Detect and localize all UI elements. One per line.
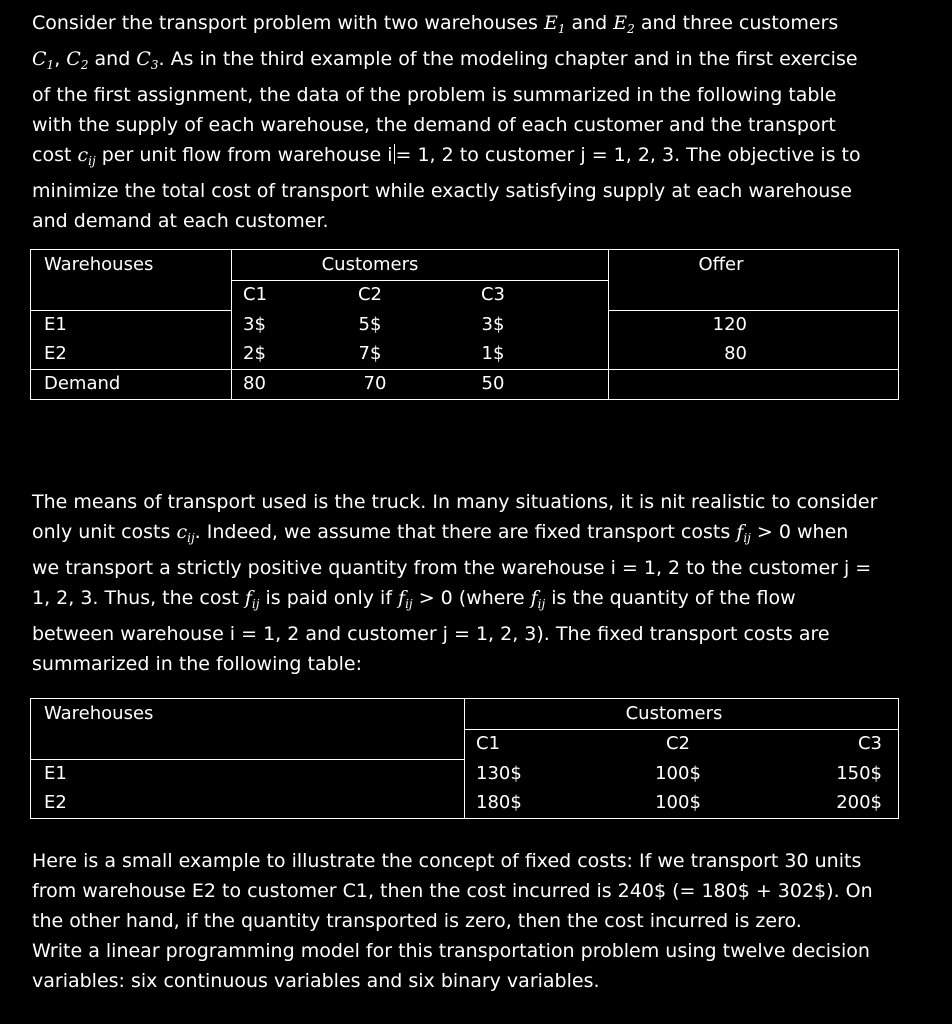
header-customers: Customers: [321, 254, 419, 275]
table1-divider: [231, 250, 232, 399]
demand-cell: 80: [243, 373, 266, 394]
text-cursor: [394, 144, 395, 164]
offer-cell: 120: [712, 314, 747, 335]
intro-line-7: and demand at each customer.: [32, 210, 329, 232]
middle-line-5: between warehouse i = 1, 2 and customer j = 1, 2, 3). The fixed transport costs are: [32, 623, 830, 645]
unit-cost-table: [30, 249, 899, 400]
col-header-c2: C2: [357, 284, 383, 305]
table1-divider: [608, 250, 609, 399]
fixed-cost-cell: 200$: [836, 792, 882, 813]
middle-line-6: summarized in the following table:: [32, 653, 363, 675]
header-offer: Offer: [698, 254, 744, 275]
demand-cell: 50: [481, 373, 505, 394]
intro-line-3: of the first assignment, the data of the problem is summarized in the following table: [32, 84, 837, 106]
cost-cell: 1$: [481, 343, 505, 364]
math-fij: $f_{ij}$: [530, 587, 546, 611]
table1-divider: [231, 280, 608, 281]
col-header-c3: C3: [857, 733, 882, 754]
middle-line-4: 1, 2, 3. Thus, the cost $f_{ij}$ is paid only if $f_{ij} > 0$ (where $f_{ij}$ is the quantity of the flow: [32, 587, 796, 611]
row-label-e2: E2: [44, 792, 67, 813]
outro-line-2: from warehouse E2 to customer C1, then the cost incurred is 240$ (= 180$ + 302$). On: [32, 880, 873, 902]
cost-cell: 3$: [243, 314, 266, 335]
row-label-e2: E2: [44, 343, 67, 364]
outro-line-1: Here is a small example to illustrate the concept of fixed costs: If we transport 30 units: [32, 850, 862, 872]
outro-line-5: variables: six continuous variables and six binary variables.: [32, 970, 600, 992]
intro-line-5: cost $c_{ij}$ per unit flow from warehouse i = 1, 2 to customer j = 1, 2, 3. The objective is to: [32, 144, 861, 168]
math-fij: $f_{ij}$: [736, 521, 751, 545]
col-header-c2: C2: [665, 733, 691, 754]
fixed-cost-cell: 100$: [655, 763, 701, 784]
math-fij: $f_{ij}$: [244, 587, 260, 611]
math-cij: $c_{ij}$: [77, 144, 96, 168]
table2-divider: [464, 699, 465, 818]
col-header-c1: C1: [243, 284, 268, 305]
intro-line-1: Consider the transport problem with two warehouses $E_1$ and $E_2$ and three customers: [32, 12, 839, 36]
math-cij: $c_{ij}$: [176, 521, 195, 545]
math-E1: $E_1$: [543, 12, 566, 36]
header-warehouses: Warehouses: [44, 703, 154, 724]
header-warehouses: Warehouses: [44, 254, 154, 275]
outro-line-3: the other hand, if the quantity transported is zero, then the cost incurred is zero.: [32, 910, 802, 932]
outro-paragraph: [32, 846, 873, 996]
fixed-cost-cell: 180$: [476, 792, 522, 813]
row-label-e1: E1: [44, 314, 67, 335]
math-C2: $C_2$: [66, 48, 89, 72]
cost-cell: 3$: [481, 314, 505, 335]
col-header-c1: C1: [476, 733, 501, 754]
middle-line-1: The means of transport used is the truck. In many situations, it is nit realistic to consider: [32, 491, 878, 513]
col-header-c3: C3: [480, 284, 506, 305]
fixed-cost-cell: 130$: [476, 763, 522, 784]
offer-cell: 80: [724, 343, 747, 364]
intro-line-2: $C_1$, $C_2$ and $C_3$. As in the third example of the modeling chapter and in the first exercise: [32, 48, 858, 72]
math-C1: $C_1$: [32, 48, 55, 72]
cost-cell: 2$: [243, 343, 266, 364]
fixed-cost-cell: 150$: [836, 763, 882, 784]
middle-line-3: we transport a strictly positive quantity from the warehouse i = 1, 2 to the customer j =: [32, 557, 872, 579]
fixed-cost-cell: 100$: [655, 792, 701, 813]
cost-cell: 5$: [358, 314, 382, 335]
table1-divider: [608, 310, 898, 311]
math-fij: $f_{ij}$: [398, 587, 413, 611]
outro-line-4: Write a linear programming model for this transportation problem using twelve decision: [32, 940, 870, 962]
math-C3: $C_3$: [136, 48, 159, 72]
cost-cell: 7$: [358, 343, 382, 364]
intro-line-6: minimize the total cost of transport while exactly satisfying supply at each warehouse: [32, 180, 852, 202]
middle-paragraph: [32, 487, 877, 679]
demand-cell: 70: [363, 373, 387, 394]
table1-divider: [31, 369, 898, 370]
header-customers: Customers: [625, 703, 723, 724]
intro-line-4: with the supply of each warehouse, the demand of each customer and the transport: [32, 114, 836, 136]
math-E2: $E_2$: [613, 12, 635, 36]
middle-line-2: only unit costs $c_{ij}$. Indeed, we assume that there are fixed transport costs $f_{ij} > 0$ when: [32, 521, 849, 545]
table2-divider: [31, 759, 464, 760]
intro-paragraph: [32, 8, 861, 236]
row-label-demand: Demand: [44, 373, 121, 394]
row-label-e1: E1: [44, 763, 67, 784]
fixed-cost-table: [30, 698, 899, 819]
